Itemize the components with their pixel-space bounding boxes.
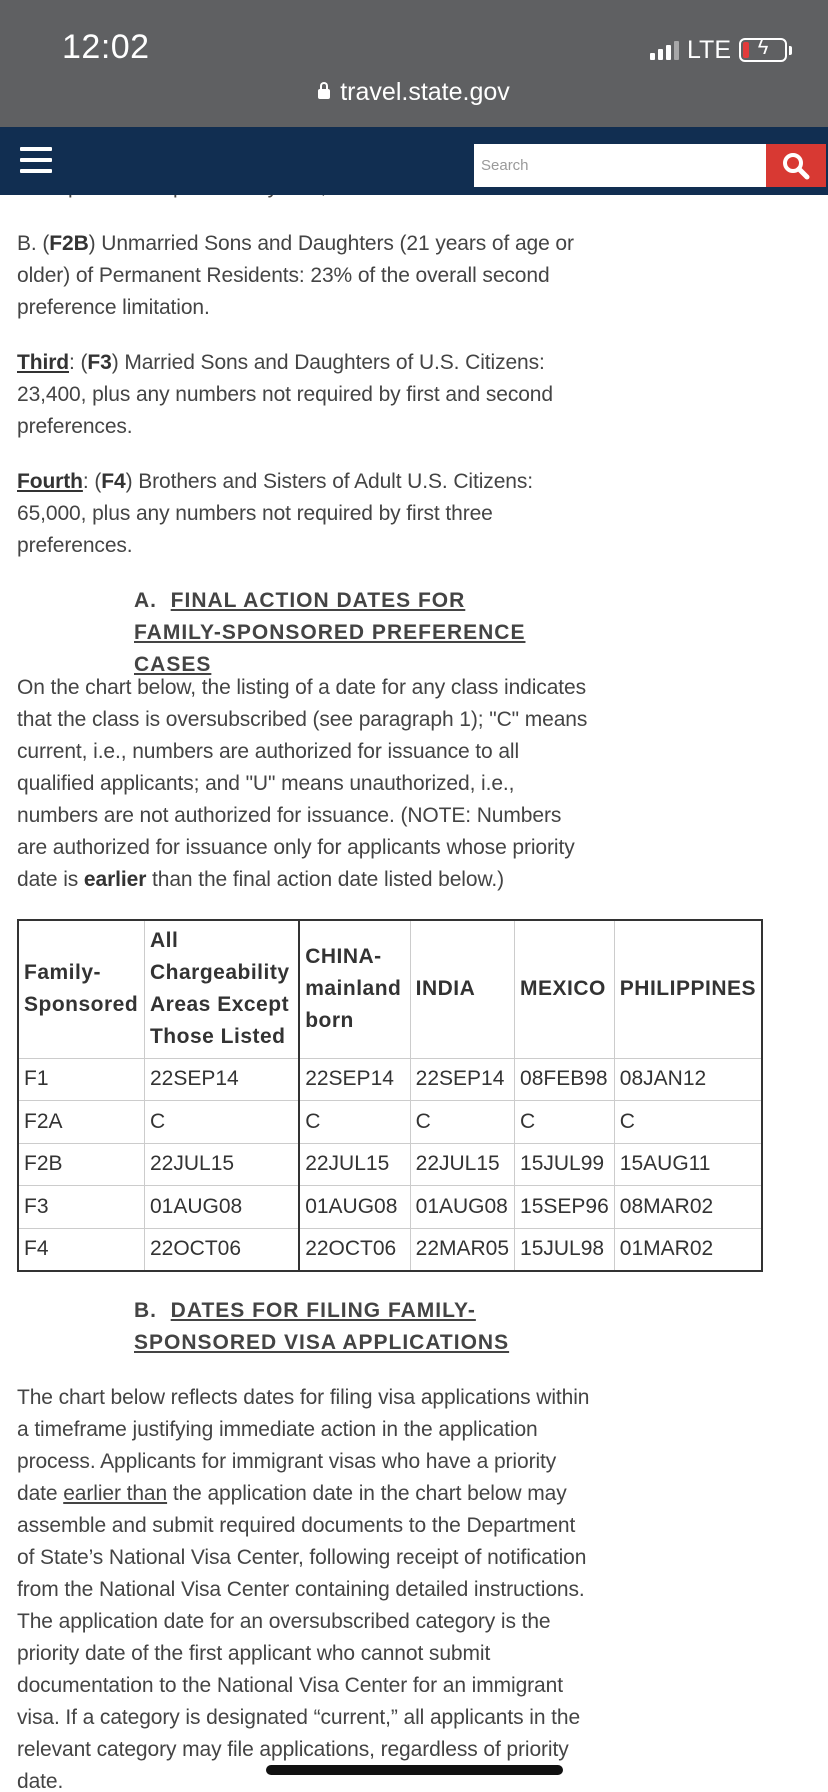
table-cell: 08JAN12 [614, 1058, 762, 1101]
table-cell: 01AUG08 [410, 1186, 514, 1229]
table-cell: C [410, 1101, 514, 1144]
search-button[interactable] [766, 144, 826, 187]
table-cell: F2B [18, 1143, 144, 1186]
menu-icon[interactable] [20, 145, 52, 175]
search-input[interactable] [474, 144, 766, 187]
table-header: PHILIPPINES [614, 920, 762, 1058]
paragraph-final-action: On the chart below, the listing of a date for any class indicates that the class is oversubscribed (see paragraph 1); "C" means current, i.e., numbers are authorized for issuance to all qualified applicants; and "U" means unauthorized, i.e., numbers are not authorized for issuance. (NOTE: Numbers are authorized for issuance only for applicants whose priority date is earlier than the final action date listed below.) [17, 676, 588, 891]
battery-cap [789, 46, 792, 55]
table-header: Family-Sponsored [18, 920, 144, 1058]
table-header-row [18, 920, 762, 1058]
code-f3: F3 [87, 351, 112, 374]
heading-final-action-dates: A. FINAL ACTION DATES FOR FAMILY-SPONSORED PREFERENCE CASES [134, 589, 526, 676]
home-indicator[interactable] [266, 1765, 563, 1775]
table-cell: 22OCT06 [144, 1228, 299, 1271]
label-third: Third [17, 351, 69, 374]
paragraph-fourth: Fourth: (F4) Brothers and Sisters of Adult U.S. Citizens: 65,000, plus any numbers not required by first three preferences. [17, 470, 533, 557]
battery-icon: ϟ [739, 38, 787, 62]
paragraph-third: Third: (F3) Married Sons and Daughters of U.S. Citizens: 23,400, plus any numbers not required by first and second preferences. [17, 351, 553, 438]
browser-top-bar [0, 0, 828, 127]
table-header: INDIA [410, 920, 514, 1058]
table-cell: 22SEP14 [299, 1058, 410, 1101]
table-cell: F1 [18, 1058, 144, 1101]
table-cell: 22JUL15 [144, 1143, 299, 1186]
table-cell: C [614, 1101, 762, 1144]
table-cell: 01AUG08 [299, 1186, 410, 1229]
table-row [18, 1101, 762, 1144]
status-time: 12:02 [62, 28, 150, 66]
table-cell: 15JUL98 [515, 1228, 615, 1271]
network-type: LTE [687, 35, 731, 64]
signal-icon [650, 40, 679, 60]
paragraph-dates-for-filing: The chart below reflects dates for filing visa applications within a timeframe justifying immediate action in the application process. Applicants for immigrant visas who have a priority date earlier than the application date in the chart below may assemble and submit required documents to the Department of State’s National Visa Center, following receipt of notification from the National Visa Center containing detailed instructions. The application date for an oversubscribed category is the priority date of the first applicant who cannot submit documentation to the National Visa Center for an immigrant visa. If a category is designated “current,” all applicants in the relevant category may file applications, regardless of priority date. [17, 1386, 590, 1792]
table-row [18, 1186, 762, 1229]
final-action-dates-table [17, 919, 763, 1272]
status-indicators [650, 36, 792, 64]
table-cell: 22JUL15 [410, 1143, 514, 1186]
table-cell: C [299, 1101, 410, 1144]
paragraph-f2b: B. (F2B) Unmarried Sons and Daughters (21 years of age or older) of Permanent Residents: 23% of the overall second preference limitation. [17, 232, 574, 319]
table-cell: 15AUG11 [614, 1143, 762, 1186]
lock-icon [318, 89, 330, 99]
table-cell: F3 [18, 1186, 144, 1229]
heading-dates-for-filing: B. DATES FOR FILING FAMILY-SPONSORED VISA APPLICATIONS [134, 1299, 510, 1354]
url-bar[interactable] [0, 78, 828, 107]
table-cell: 15SEP96 [515, 1186, 615, 1229]
table-header: MEXICO [515, 920, 615, 1058]
table-cell: F4 [18, 1228, 144, 1271]
site-nav-bar [0, 127, 828, 195]
table-cell: 08FEB98 [515, 1058, 615, 1101]
code-f4: F4 [101, 470, 126, 493]
earlier-than-link[interactable]: earlier than [63, 1482, 168, 1505]
table-cell: 22SEP14 [144, 1058, 299, 1101]
table-cell: 15JUL99 [515, 1143, 615, 1186]
table-cell: F2A [18, 1101, 144, 1144]
table-cell: 08MAR02 [614, 1186, 762, 1229]
table-row [18, 1228, 762, 1271]
table-header: All Chargeability Areas Except Those Listed [144, 920, 299, 1058]
table-header: CHINA-mainland born [299, 920, 410, 1058]
table-row [18, 1143, 762, 1186]
table-cell: 22JUL15 [299, 1143, 410, 1186]
table-cell: C [515, 1101, 615, 1144]
search-icon [782, 152, 810, 180]
table-cell: 01MAR02 [614, 1228, 762, 1271]
label-fourth: Fourth [17, 470, 83, 493]
code-f2b: F2B [49, 232, 89, 255]
url-text: travel.state.gov [340, 78, 510, 106]
table-cell: 01AUG08 [144, 1186, 299, 1229]
table-cell: 22OCT06 [299, 1228, 410, 1271]
table-cell: 22MAR05 [410, 1228, 514, 1271]
table-cell: 22SEP14 [410, 1058, 514, 1101]
table-row [18, 1058, 762, 1101]
table-cell: C [144, 1101, 299, 1144]
